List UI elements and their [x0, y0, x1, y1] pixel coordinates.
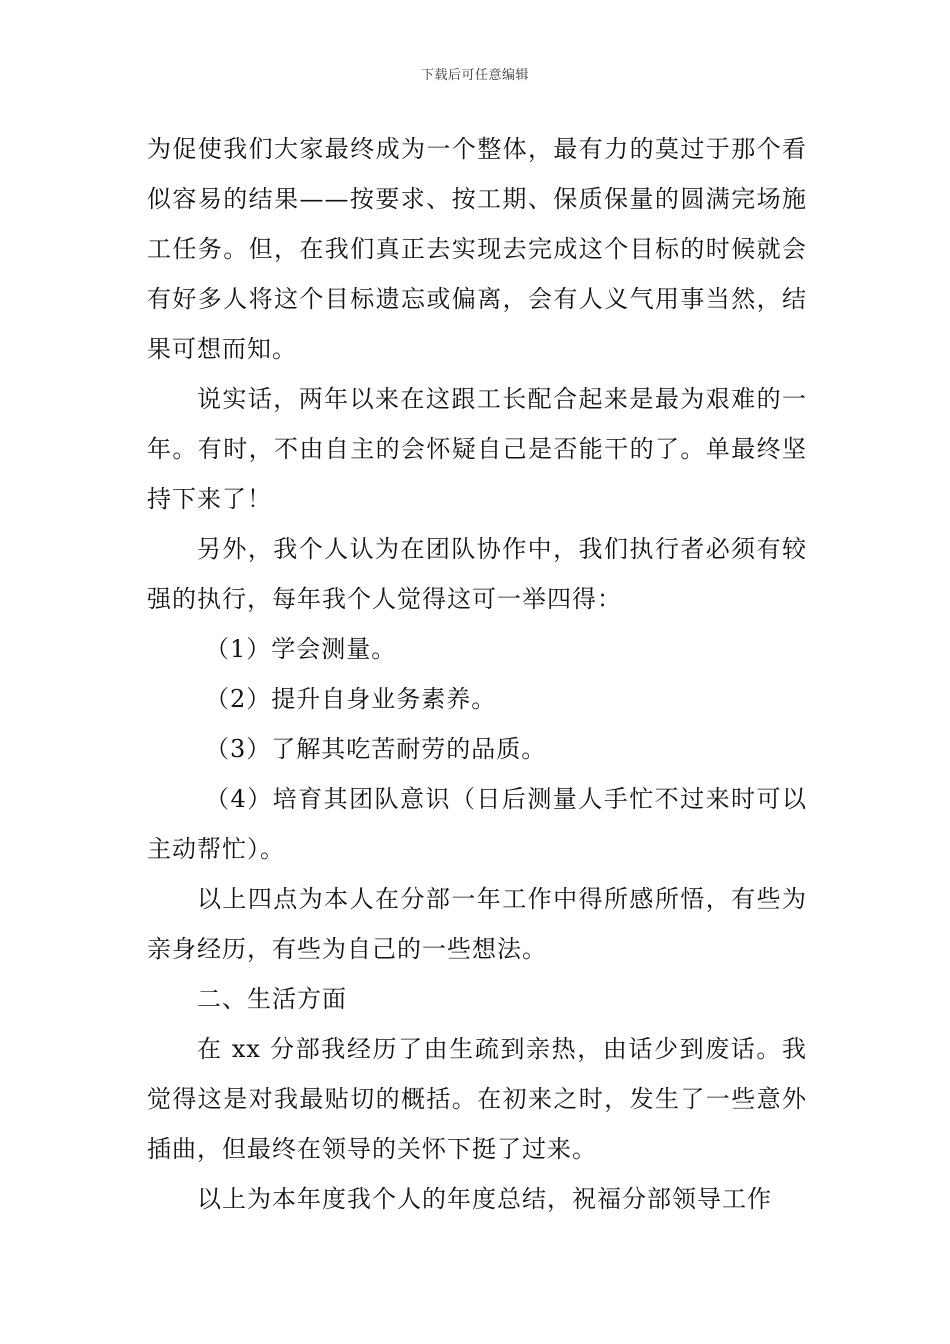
- list-item-3: （3）了解其吃苦耐劳的品质。: [205, 735, 547, 763]
- paragraph-life: 在 xx 分部我经历了由生疏到亲热，由话少到废话。我觉得这是对我最贴切的概括。在初来之时，发生了一些意外插曲，但最终在领导的关怀下挺了过来。: [147, 1035, 807, 1163]
- paragraph-closing: 以上为本年度我个人的年度总结，祝福分部领导工作: [197, 1185, 772, 1213]
- paragraph-execution: 另外，我个人认为在团队协作中，我们执行者必须有较强的执行，每年我个人觉得这可一举四得：: [147, 535, 807, 613]
- paragraph-honestly: 说实话，两年以来在这跟工长配合起来是最为艰难的一年。有时，不由自主的会怀疑自己是否能干的了。单最终坚持下来了！: [147, 385, 807, 513]
- list-item-2: （2）提升自身业务素养。: [205, 685, 497, 713]
- paragraph-unity: 为促使我们大家最终成为一个整体，最有力的莫过于那个看似容易的结果——按要求、按工期、保质保量的圆满完场施工任务。但，在我们真正去实现去完成这个目标的时候就会有好多人将这个目标遗忘或偏离，会有人义气用事当然，结果可想而知。: [147, 135, 807, 363]
- paragraph-summary: 以上四点为本人在分部一年工作中得所感所悟，有些为亲身经历，有些为自己的一些想法。: [147, 885, 807, 963]
- list-item-4: （4）培育其团队意识（日后测量人手忙不过来时可以主动帮忙）。: [147, 785, 807, 863]
- document-body: [147, 124, 807, 1224]
- list-item-1: （1）学会测量。: [205, 635, 397, 663]
- page-header: 下载后可任意编辑: [420, 68, 529, 83]
- section-heading-life: 二、生活方面: [197, 985, 347, 1013]
